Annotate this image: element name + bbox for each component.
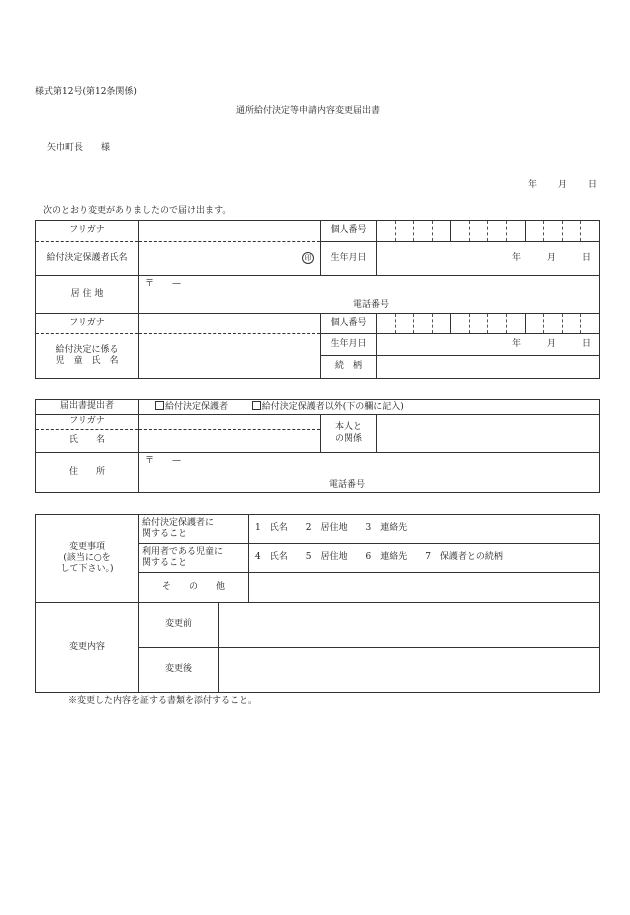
child-name-label xyxy=(36,334,139,379)
after-field[interactable] xyxy=(219,648,600,693)
submitter-furigana-field[interactable] xyxy=(139,415,321,430)
form-number: 様式第12号(第12条関係) xyxy=(35,87,137,97)
guardian-birth-date-field[interactable] xyxy=(377,242,600,276)
birth-year-unit: 年 xyxy=(511,252,521,263)
change-items-line2: (該当に○を xyxy=(63,552,111,563)
guardian-furigana-field[interactable] xyxy=(139,221,321,242)
row1-label xyxy=(139,515,249,544)
submitter-table xyxy=(35,399,600,493)
phone-label: 電話番号 xyxy=(353,300,390,310)
row1-label-line1: 給付決定保護者に xyxy=(142,517,215,528)
applicant-table xyxy=(35,220,600,379)
child-name-label-line2: 児 童 氏 名 xyxy=(55,356,119,366)
child-birth-date-label: 生年月日 xyxy=(321,334,377,356)
addressee: 矢巾町長 様 xyxy=(47,143,111,153)
child-personal-number-label: 個人番号 xyxy=(321,314,377,334)
relationship-label: 続 柄 xyxy=(321,356,377,379)
submitter-postal-mark: 〒 — xyxy=(145,456,182,466)
relationship-field[interactable] xyxy=(377,356,600,379)
child-birth-year-unit: 年 xyxy=(511,338,521,349)
submitter-address-label: 住 所 xyxy=(36,453,139,493)
option1-label: 給付決定保護者 xyxy=(165,401,229,412)
child-birth-date-field[interactable] xyxy=(377,334,600,356)
submitter-name-field[interactable] xyxy=(139,430,321,453)
row2-label-line1: 利用者である児童に xyxy=(142,546,224,557)
relation-field[interactable] xyxy=(377,415,600,453)
submitter-name-label: 氏 名 xyxy=(36,430,139,453)
date-year: 年 xyxy=(528,180,538,190)
child-furigana-label: フリガナ xyxy=(36,314,139,334)
seal-mark: 印 xyxy=(302,252,314,264)
option1-checkbox[interactable] xyxy=(155,401,164,410)
change-items-line1: 変更事項 xyxy=(68,541,105,552)
change-items-label xyxy=(36,515,139,603)
guardian-name-label: 給付決定保護者氏名 xyxy=(36,242,139,276)
submitter-label: 届出書提出者 xyxy=(36,400,139,415)
birth-date-label: 生年月日 xyxy=(321,242,377,276)
intro-text: 次のとおり変更がありましたので届け出ます。 xyxy=(43,206,232,216)
child-name-label-line1: 給付決定に係る xyxy=(55,344,119,355)
guardian-name-field[interactable] xyxy=(139,242,321,276)
change-content-label: 変更内容 xyxy=(36,603,139,693)
row1-options[interactable]: 1 氏名 2 居住地 3 連絡先 xyxy=(249,515,600,544)
row3-field[interactable] xyxy=(249,573,600,603)
relation-label xyxy=(321,415,377,453)
row3-label: そ の 他 xyxy=(139,573,249,603)
furigana-label: フリガナ xyxy=(36,221,139,242)
row2-label-line2: 関すること xyxy=(142,558,188,568)
date-day: 日 xyxy=(588,180,598,190)
change-table xyxy=(35,514,600,693)
change-items-line3: して下さい。) xyxy=(60,564,114,575)
birth-day-unit: 日 xyxy=(581,252,591,263)
guardian-personal-number-field[interactable] xyxy=(377,221,600,242)
child-name-field[interactable] xyxy=(139,334,321,379)
before-field[interactable] xyxy=(219,603,600,648)
child-furigana-field[interactable] xyxy=(139,314,321,334)
address-label: 居 住 地 xyxy=(36,276,139,314)
child-birth-day-unit: 日 xyxy=(581,338,591,349)
row1-label-line2: 関すること xyxy=(142,529,188,539)
guardian-address-field[interactable] xyxy=(139,276,600,314)
personal-number-label: 個人番号 xyxy=(321,221,377,242)
submitter-address-field[interactable] xyxy=(139,453,600,493)
birth-month-unit: 月 xyxy=(546,252,556,263)
submitter-furigana-label: フリガナ xyxy=(36,415,139,430)
footnote: ※変更した内容を証する書類を添付すること。 xyxy=(68,696,258,706)
after-label: 変更後 xyxy=(139,648,219,693)
relation-label-line2: の関係 xyxy=(334,433,362,444)
option2-label: 給付決定保護者以外(下の欄に記入) xyxy=(261,401,404,412)
child-birth-month-unit: 月 xyxy=(546,338,556,349)
postal-mark: 〒 — xyxy=(145,279,182,289)
date-month: 月 xyxy=(558,180,568,190)
before-label: 変更前 xyxy=(139,603,219,648)
submitter-options xyxy=(139,400,600,415)
row2-label xyxy=(139,544,249,573)
form-title: 通所給付決定等申請内容変更届出書 xyxy=(236,106,381,116)
row2-options[interactable]: 4 氏名 5 居住地 6 連絡先 7 保護者との続柄 xyxy=(249,544,600,573)
child-personal-number-field[interactable] xyxy=(377,314,600,334)
option2-checkbox[interactable] xyxy=(252,401,261,410)
relation-label-line1: 本人と xyxy=(334,422,362,433)
submitter-phone-label: 電話番号 xyxy=(329,480,366,490)
